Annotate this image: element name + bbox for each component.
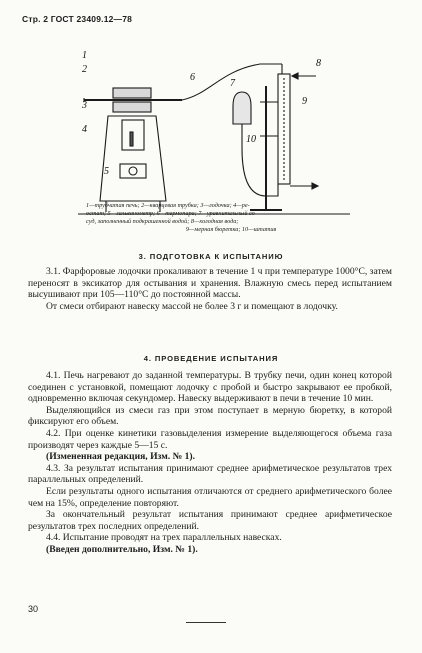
equalizing-vessel (233, 92, 251, 124)
paragraph: 4.2. При оценке кинетики газовыделения измерение выделяющегося объема газа производят через каждые 5—15 с. (28, 427, 392, 451)
paragraph: За окончательный результат испытания принимают среднее арифметическое результатов трех последних определений. (28, 509, 392, 532)
paragraph: 4.3. За результат испытания принимают среднее арифметическое результатов трех параллельных определений. (28, 462, 392, 486)
section-3-heading: 3. ПОДГОТОВКА К ИСПЫТАНИЮ (138, 252, 284, 261)
galvanometer (120, 164, 146, 178)
section-3-body (28, 266, 392, 312)
fig-label-8: 8 (316, 58, 321, 69)
paragraph: 4.4. Испытание проводят на трех параллельных навесках. (46, 532, 282, 544)
furnace-coil-bottom (113, 102, 151, 112)
section-4-heading: 4. ПРОВЕДЕНИЕ ИСПЫТАНИЯ (143, 354, 279, 363)
fig-label-4: 4 (82, 124, 87, 135)
u-tube (242, 136, 278, 196)
fig-label-3: 3 (82, 100, 87, 111)
page-number: 30 (28, 604, 39, 614)
footer-rule (186, 622, 226, 623)
paragraph: От смеси отбирают навеску массой не более 3 г и помещают в лодочку. (46, 300, 338, 312)
fig-label-6: 6 (190, 72, 195, 83)
fig-label-9: 9 (302, 96, 307, 107)
fig-label-5: 5 (104, 166, 109, 177)
paragraph: 3.1. Фарфоровые лодочки прокаливают в течение 1 ч при температуре 1000°С, затем переносят в эксикатор для остывания и хранения. Влажную смесь перед испытанием высушивают при 105—110°С до постоянной массы. (28, 266, 392, 301)
amendment-note: (Измененная редакция, Изм. № 1). (46, 451, 196, 463)
furnace-stand (100, 116, 166, 201)
amendment-note: (Введен дополнительно, Изм. № 1). (46, 543, 198, 555)
page-header: Стр. 2 ГОСТ 23409.12—78 (22, 14, 133, 24)
fig-label-2: 2 (82, 64, 87, 75)
furnace-coil-top (113, 88, 151, 98)
section-4-body (28, 370, 392, 556)
caption-line: 9—мерная бюретка; 10—штатив (185, 226, 277, 234)
caption-line: 1—трубчатая печь; 2—кварцевая трубка; 3—лодочка; 4—ре- (86, 202, 250, 209)
fig-label-1: 1 (82, 50, 87, 61)
paragraph: Выделяющийся из смеси газ при этом поступает в мерную бюретку, в которой фиксируют его объем. (28, 404, 392, 428)
paragraph: Если результаты одного испытания отличаются от среднего арифметического более чем на 15%, определение повторяют. (28, 485, 392, 509)
caption-line: суд, заполненный подкрашенной водой; 8—холодная вода; (86, 218, 239, 226)
fig-label-7: 7 (230, 78, 235, 89)
caption-line: остат; 5—гальванометр; 6—термопара; 7—уравнительный со- (86, 210, 257, 218)
paragraph: 4.1. Печь нагревают до заданной температуры. В трубку печи, один конец которой соединен с установкой, помещают лодочку с пробой и быстро закрывают ее пробкой, одновременно включая секундомер. Навеску выдерживают в печи в течение 10 мин. (28, 370, 392, 405)
fig-label-10: 10 (246, 134, 256, 145)
figure-caption (86, 202, 376, 234)
